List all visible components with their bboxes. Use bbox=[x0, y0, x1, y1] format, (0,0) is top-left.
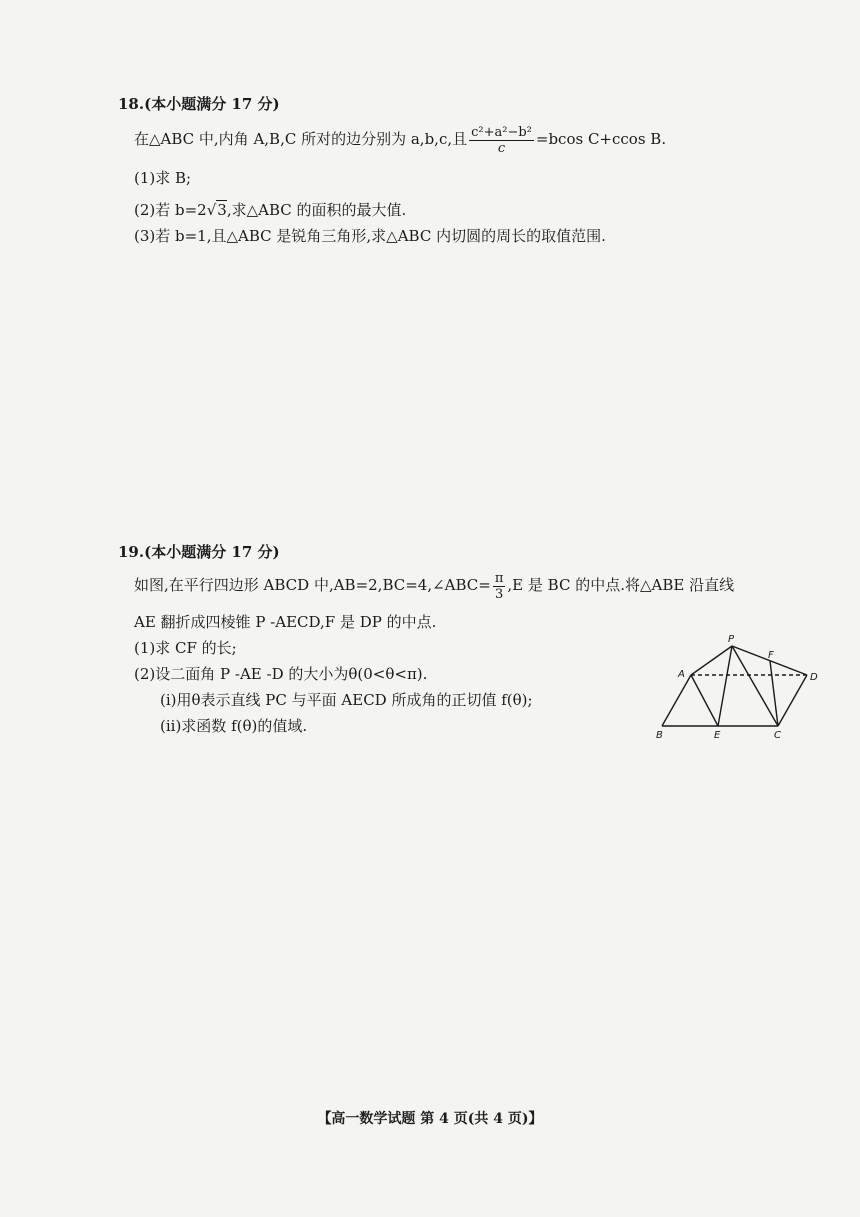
q19-fraction bbox=[493, 571, 506, 602]
q18-part2-sqrt: 3 bbox=[217, 201, 227, 219]
edge-CD bbox=[778, 675, 807, 726]
q18-part2-suffix: ,求△ABC 的面积的最大值. bbox=[226, 201, 407, 219]
q19-part2: (2)设二面角 P -AE -D 的大小为θ(0<θ<π). bbox=[134, 665, 428, 683]
q18-stem-suffix: =bcos C+ccos B. bbox=[535, 130, 667, 148]
label-A: A bbox=[678, 669, 685, 680]
q18-title: 18.(本小题满分 17 分) bbox=[118, 95, 280, 113]
edge-BA bbox=[662, 675, 691, 726]
q18-part2-prefix: (2)若 b=2 bbox=[134, 201, 207, 219]
label-E: E bbox=[714, 730, 721, 740]
q18-part2: (2)若 b=2√3,求△ABC 的面积的最大值. bbox=[134, 201, 407, 219]
q19-stem-prefix: 如图,在平行四边形 ABCD 中,AB=2,BC=4,∠ABC= bbox=[134, 576, 491, 594]
q19-part1: (1)求 CF 的长; bbox=[134, 639, 237, 657]
q18-frac-den: c bbox=[497, 140, 506, 156]
q19-frac-num: π bbox=[494, 570, 504, 586]
label-P: P bbox=[728, 634, 735, 645]
q19-stem-line1 bbox=[134, 570, 734, 602]
edge-AE bbox=[691, 675, 718, 726]
q18-stem bbox=[134, 124, 666, 156]
page-footer: 【高一数学试题 第 4 页(共 4 页)】 bbox=[317, 1111, 543, 1127]
edge-PA bbox=[691, 646, 732, 675]
q18-fraction bbox=[469, 125, 534, 156]
q19-title: 19.(本小题满分 17 分) bbox=[118, 543, 280, 561]
q18-frac-num: c²+a²−b² bbox=[471, 124, 532, 140]
label-B: B bbox=[656, 730, 663, 740]
label-C: C bbox=[774, 730, 781, 740]
label-F: F bbox=[768, 650, 774, 661]
edge-CF bbox=[770, 661, 778, 726]
q18-part3: (3)若 b=1,且△ABC 是锐角三角形,求△ABC 内切圆的周长的取值范围. bbox=[134, 227, 606, 245]
edge-PE bbox=[718, 646, 732, 726]
q19-frac-den: 3 bbox=[494, 586, 504, 602]
q19-stem-line2: AE 翻折成四棱锥 P -AECD,F 是 DP 的中点. bbox=[134, 613, 437, 631]
q19-part2ii: (ii)求函数 f(θ)的值域. bbox=[160, 717, 308, 735]
q19-part2i: (i)用θ表示直线 PC 与平面 AECD 所成角的正切值 f(θ); bbox=[160, 691, 533, 709]
q18-part1: (1)求 B; bbox=[134, 169, 192, 187]
pyramid-figure bbox=[650, 630, 825, 740]
q19-stem-suffix: ,E 是 BC 的中点.将△ABE 沿直线 bbox=[507, 576, 735, 594]
label-D: D bbox=[810, 672, 818, 683]
q18-stem-prefix: 在△ABC 中,内角 A,B,C 所对的边分别为 a,b,c,且 bbox=[134, 130, 468, 148]
